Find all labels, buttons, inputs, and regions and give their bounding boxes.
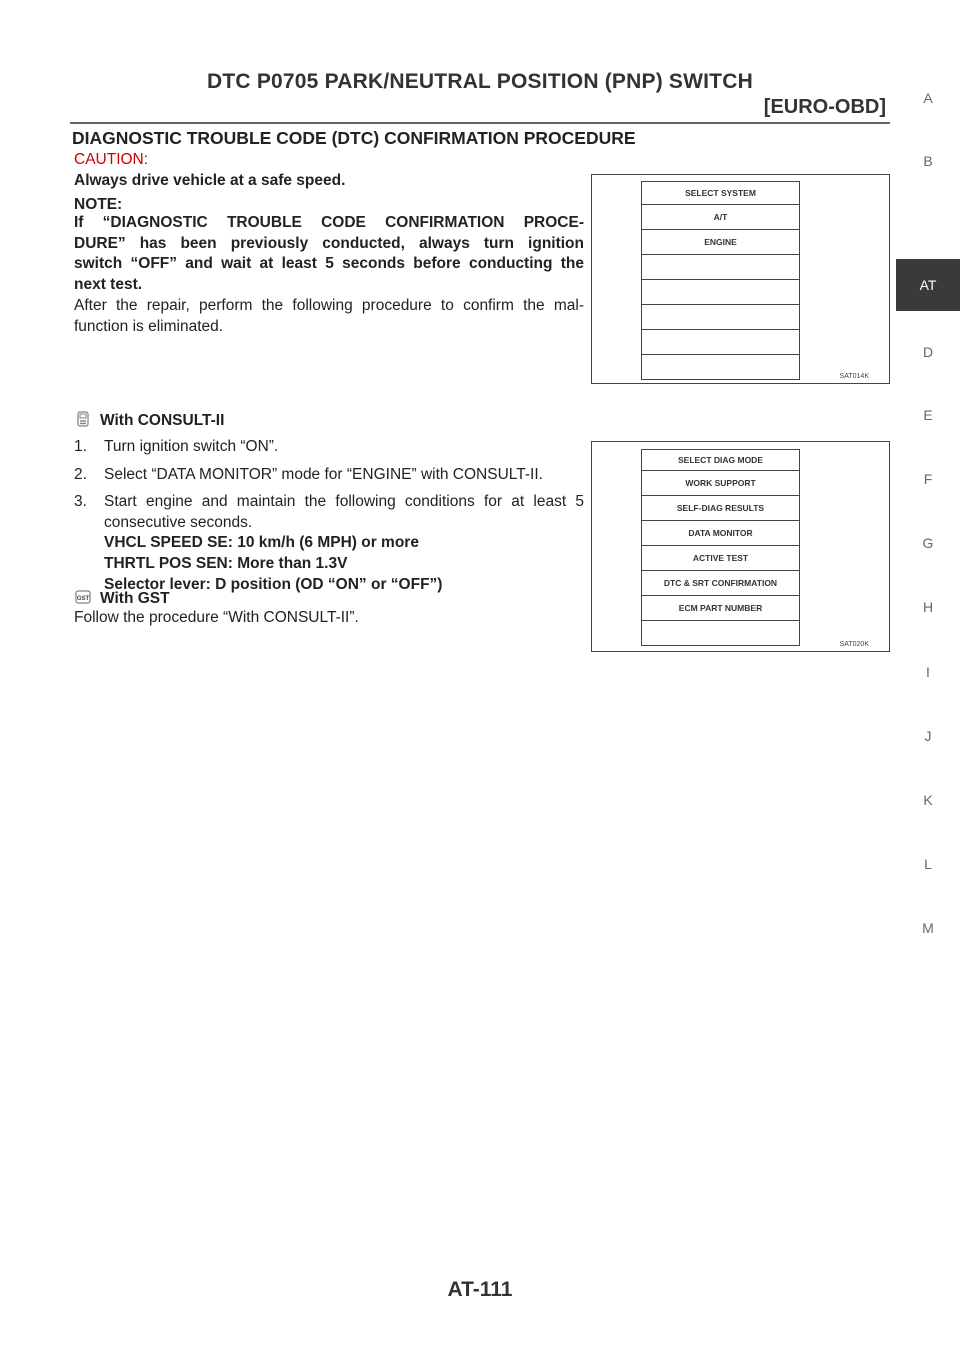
page-number: AT-111 — [447, 1278, 513, 1301]
tab-i[interactable]: I — [926, 664, 930, 680]
screen-row — [642, 280, 799, 305]
gst-text: Follow the procedure “With CONSULT-II”. — [74, 609, 359, 626]
note-line: DURE” has been previously conducted, always turn ignition — [74, 234, 584, 252]
tab-k[interactable]: K — [923, 792, 933, 808]
screen-row: WORK SUPPORT — [642, 471, 799, 496]
screen-row — [642, 305, 799, 330]
tab-h[interactable]: H — [922, 599, 934, 615]
select-system-screen — [641, 181, 800, 380]
step-text: Turn ignition switch “ON”. — [104, 438, 279, 455]
screen-row: ENGINE — [642, 230, 799, 255]
step-2 — [74, 465, 584, 486]
select-diag-mode-figure — [591, 441, 890, 652]
tab-g[interactable]: G — [922, 535, 934, 551]
note-text — [74, 213, 584, 296]
condition-line: Selector lever: D position (OD “ON” or “OFF”) — [104, 575, 443, 593]
figure-code: SAT020K — [839, 641, 869, 648]
figure-code: SAT014K — [839, 373, 869, 380]
page-header-title: DTC P0705 PARK/NEUTRAL POSITION (PNP) SWITCH — [207, 70, 753, 93]
tab-e[interactable]: E — [923, 407, 933, 423]
section-title: DIAGNOSTIC TROUBLE CODE (DTC) CONFIRMATION PROCEDURE — [72, 128, 636, 148]
screen-row: A/T — [642, 205, 799, 230]
consult-heading — [74, 411, 224, 430]
page-header-subtitle: [EURO-OBD] — [763, 96, 886, 118]
tab-b[interactable]: B — [923, 153, 933, 169]
note-after-text — [74, 296, 584, 337]
note-line: If “DIAGNOSTIC TROUBLE CODE CONFIRMATION PROCE- — [74, 214, 584, 231]
select-system-figure — [591, 174, 890, 384]
consult-icon — [74, 411, 92, 427]
tab-l[interactable]: L — [924, 856, 932, 872]
step-number: 3. — [74, 493, 87, 510]
condition-line: THRTL POS SEN: More than 1.3V — [104, 555, 348, 573]
select-diag-mode-screen — [641, 449, 800, 646]
screen-row: DTC & SRT CONFIRMATION — [642, 571, 799, 596]
tab-d[interactable]: D — [922, 344, 934, 360]
screen-row: SELECT DIAG MODE — [642, 450, 799, 471]
step-text: Select “DATA MONITOR” mode for “ENGINE” with CONSULT-II. — [104, 466, 543, 483]
svg-text:GST: GST — [76, 596, 90, 602]
step-1 — [74, 437, 584, 458]
screen-row — [642, 355, 799, 379]
screen-row: ACTIVE TEST — [642, 546, 799, 571]
screen-row — [642, 621, 799, 645]
screen-row — [642, 255, 799, 280]
note-label: NOTE: — [74, 196, 123, 213]
screen-row: ECM PART NUMBER — [642, 596, 799, 621]
header-divider — [70, 122, 890, 124]
step-text: Start engine and maintain the following conditions for at least 5 — [104, 493, 584, 510]
step-number: 1. — [74, 438, 87, 455]
caution-text: Always drive vehicle at a safe speed. — [74, 172, 346, 189]
tab-m[interactable]: M — [922, 920, 934, 936]
screen-row: DATA MONITOR — [642, 521, 799, 546]
note-line: next test. — [74, 276, 143, 294]
step-text: consecutive seconds. — [104, 513, 253, 531]
gst-icon — [74, 589, 92, 605]
note-after-line: After the repair, perform the following procedure to confirm the mal- — [74, 297, 584, 314]
gst-heading-text: With GST — [100, 590, 170, 607]
consult-heading-text: With CONSULT-II — [100, 412, 225, 429]
note-line: switch “OFF” and wait at least 5 seconds before conducting the — [74, 255, 584, 273]
condition-line: VHCL SPEED SE: 10 km/h (6 MPH) or more — [104, 534, 419, 552]
note-after-line: function is eliminated. — [74, 317, 224, 335]
tab-j[interactable]: J — [924, 728, 932, 744]
screen-row: SELF-DIAG RESULTS — [642, 496, 799, 521]
tab-at[interactable]: AT — [896, 259, 960, 311]
screen-row: SELECT SYSTEM — [642, 182, 799, 205]
gst-heading — [74, 589, 170, 608]
step-number: 2. — [74, 466, 87, 483]
caution-label: CAUTION: — [74, 151, 149, 168]
step-3 — [74, 492, 584, 596]
tab-f[interactable]: F — [923, 471, 933, 487]
screen-row — [642, 330, 799, 355]
tab-a[interactable]: A — [923, 90, 933, 106]
